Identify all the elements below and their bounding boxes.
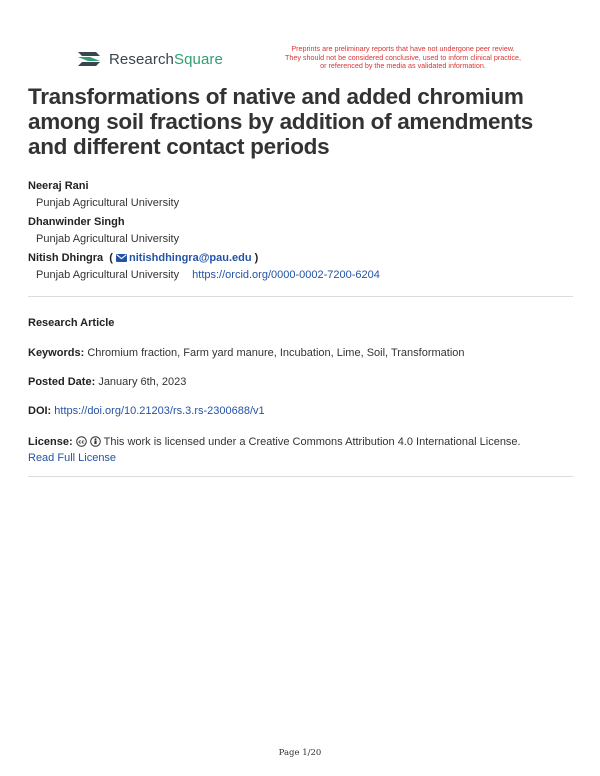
author-affiliation: Punjab Agricultural University (36, 269, 180, 281)
doi-link[interactable]: https://doi.org/10.21203/rs.3.rs-2300688/v1 (54, 405, 265, 417)
posted-date-row (28, 376, 588, 388)
orcid-link[interactable]: https://orcid.org/0000-0002-7200-6204 (192, 269, 380, 281)
author-affiliation: Punjab Agricultural University (36, 197, 180, 209)
email-link[interactable] (116, 252, 255, 264)
author-entry (28, 252, 588, 282)
posted-date-value: January 6th, 2023 (98, 376, 187, 388)
disclaimer-line-2: They should not be considered conclusive, used to inform clinical practice, (284, 52, 522, 62)
mail-icon (116, 254, 127, 262)
by-icon (90, 436, 101, 447)
email-open-paren: ( (106, 252, 113, 264)
article-type-label: Research Article (28, 317, 115, 329)
author-name: Nitish Dhingra (28, 252, 104, 264)
preprint-disclaimer (268, 45, 538, 71)
read-full-license-link[interactable]: Read Full License (28, 452, 117, 464)
author-name-with-email (28, 252, 588, 265)
email-close-paren: ) (254, 252, 259, 264)
license-text: This work is licensed under a Creative Commons Attribution 4.0 International License. (103, 436, 521, 448)
email-address[interactable]: nitishdhingra@pau.edu (129, 252, 252, 264)
logo-wordmark (109, 51, 223, 68)
author-list (28, 180, 588, 288)
divider (28, 476, 573, 477)
author-name: Dhanwinder Singh (28, 216, 125, 228)
cc-icon (76, 436, 87, 447)
research-square-logo[interactable] (76, 48, 223, 70)
doi-label: DOI: (28, 405, 52, 417)
paper-title: Transformations of native and added chromium among soil fractions by addition of amendments and different contact periods (28, 84, 534, 159)
disclaimer-line-1: Preprints are preliminary reports that have not undergone peer review. (291, 44, 515, 53)
disclaimer-line-3: or referenced by the media as validated information. (320, 61, 486, 71)
keywords-value: Chromium fraction, Farm yard manure, Incubation, Lime, Soil, Transformation (87, 347, 465, 359)
article-type (28, 317, 588, 329)
logo-word-square: Square (174, 50, 223, 68)
keywords-row (28, 347, 588, 359)
license-row (28, 434, 588, 466)
divider (28, 296, 573, 297)
posted-date-label: Posted Date: (28, 376, 96, 388)
logo-word-research: Research (109, 50, 174, 68)
research-square-logo-icon (76, 48, 102, 70)
doi-row (28, 405, 588, 417)
author-name: Neeraj Rani (28, 180, 89, 192)
license-label: License: (28, 436, 73, 448)
page-number: Page 1/20 (278, 748, 322, 758)
keywords-label: Keywords: (28, 347, 85, 359)
author-entry (28, 180, 588, 210)
author-entry (28, 216, 588, 246)
author-affiliation-row (28, 269, 588, 282)
author-affiliation: Punjab Agricultural University (36, 233, 180, 245)
svg-text:cc: cc (78, 439, 85, 446)
